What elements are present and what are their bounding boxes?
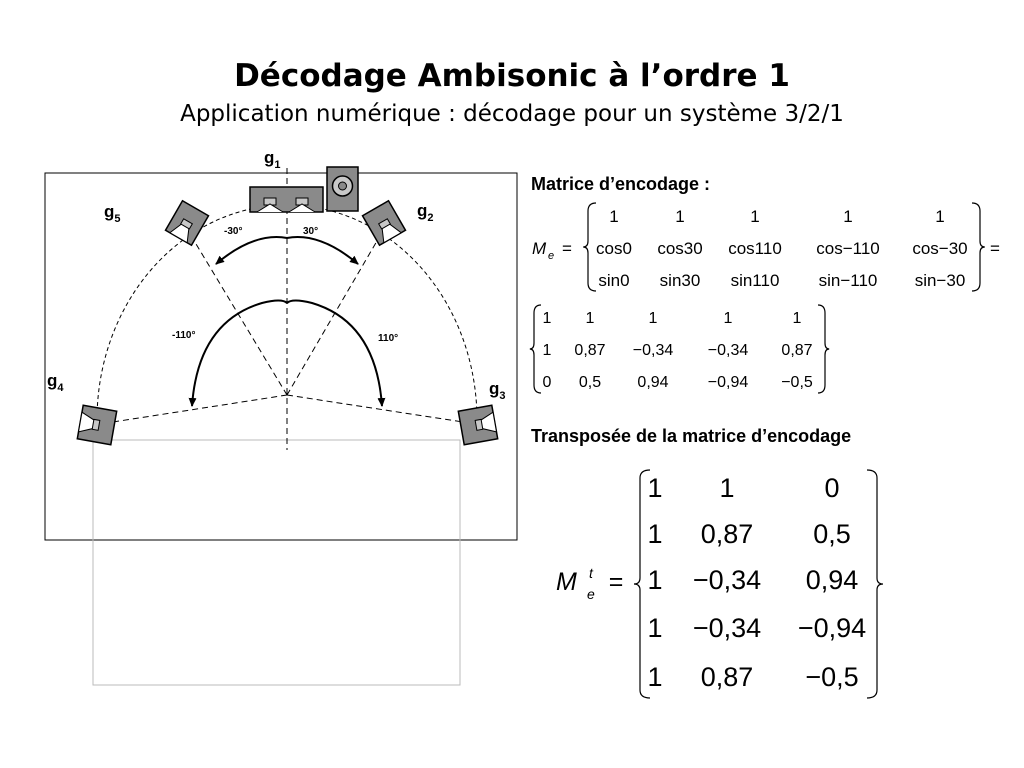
numeric-right-brace xyxy=(818,305,829,393)
encoding-symbolic-cell: sin110 xyxy=(730,271,780,290)
speaker-label-g3: $g_3$ xyxy=(489,379,506,402)
encoding-numeric-cell: −0,34 xyxy=(707,342,749,359)
angle-label-30: 30° xyxy=(303,226,319,237)
encoding-symbolic-cell: cos−30 xyxy=(912,239,968,258)
encoding-symbolic-cell: cos−110 xyxy=(816,239,880,258)
encoding-symbolic-cell: sin0 xyxy=(598,271,630,290)
transpose-cell: 1 xyxy=(647,613,663,643)
encoding-right-brace xyxy=(972,203,985,291)
transpose-cell: 1 xyxy=(647,565,663,595)
encoding-numeric-cell: −0,34 xyxy=(632,342,674,359)
encoding-symbolic-cell: sin−110 xyxy=(818,271,878,290)
encoding-numeric-cell: 1 xyxy=(792,310,802,327)
speaker-label-g5: $g_5$ xyxy=(104,202,121,225)
angle-label-minus-110: -110° xyxy=(172,330,196,341)
encoding-symbol: M xyxy=(532,239,547,258)
transpose-cell: −0,34 xyxy=(692,613,762,643)
encoding-numeric-cell: 1 xyxy=(542,342,552,359)
encoding-symbolic-cell: 1 xyxy=(609,207,619,226)
encoding-symbolic-cell: sin−30 xyxy=(914,271,966,290)
encoding-numeric-cell: 0,5 xyxy=(578,374,602,391)
transpose-cell: 1 xyxy=(647,519,663,549)
encoding-symbolic-cell: cos110 xyxy=(728,239,782,258)
transpose-cell: 0 xyxy=(824,473,840,503)
encoding-symbolic-cell: 1 xyxy=(935,207,945,226)
encoding-numeric-cell: 0,87 xyxy=(574,342,606,359)
numeric-left-brace xyxy=(530,305,541,393)
encoding-subscript: e xyxy=(548,250,555,262)
transpose-cell: −0,34 xyxy=(692,565,762,595)
transpose-right-brace xyxy=(867,470,883,698)
encoding-numeric-cell: −0,94 xyxy=(707,374,749,391)
encoding-numeric-cell: 1 xyxy=(648,310,658,327)
encoding-equals: = xyxy=(562,239,572,258)
encoding-symbolic-cell: cos30 xyxy=(657,239,703,258)
speaker-label-g2: $g_2$ xyxy=(417,201,434,224)
slide-subtitle: Application numérique : décodage pour un système 3/2/1 xyxy=(180,101,844,127)
transpose-cell: 0,94 xyxy=(805,565,859,595)
encoding-symbolic-cell: cos0 xyxy=(596,239,632,258)
transpose-cell: 1 xyxy=(647,662,663,692)
encoding-numeric-cell: 0,87 xyxy=(781,342,813,359)
encoding-equals-trailing: = xyxy=(990,239,1000,258)
transpose-cell: −0,5 xyxy=(805,662,859,692)
encoding-numeric-cell: 0 xyxy=(542,374,552,391)
transpose-cell: 1 xyxy=(647,473,663,503)
angle-label-minus-30: -30° xyxy=(224,226,243,237)
encoding-symbolic-cell: sin30 xyxy=(659,271,701,290)
encoding-symbolic-cell: 1 xyxy=(675,207,685,226)
encoding-left-brace xyxy=(583,203,596,291)
transpose-superscript: t xyxy=(589,565,593,581)
encoding-numeric-cell: 0,94 xyxy=(637,374,669,391)
encoding-numeric-cell: 1 xyxy=(585,310,595,327)
transpose-equals: = xyxy=(608,568,624,596)
encoding-numeric-cell: 1 xyxy=(723,310,733,327)
speaker-label-g1: $g_1$ xyxy=(264,148,281,171)
transpose-subscript: e xyxy=(587,586,595,602)
slide-title: Décodage Ambisonic à l’ordre 1 xyxy=(234,58,790,94)
encoding-symbolic-cell: 1 xyxy=(843,207,853,226)
transpose-cell: 0,87 xyxy=(700,662,754,692)
encoding-symbolic-cell: 1 xyxy=(750,207,760,226)
encoding-numeric-cell: −0,5 xyxy=(781,374,813,391)
speaker-label-g4: $g_4$ xyxy=(47,371,64,394)
transpose-cell: 0,5 xyxy=(813,519,851,549)
angle-label-110: 110° xyxy=(378,333,399,344)
transpose-cell: −0,94 xyxy=(797,613,867,643)
transpose-symbol: M xyxy=(556,568,577,596)
transpose-cell: 1 xyxy=(719,473,735,503)
transpose-cell: 0,87 xyxy=(700,519,754,549)
encoding-matrix-label: Matrice d’encodage : xyxy=(531,174,711,194)
transpose-matrix-label: Transposée de la matrice d’encodage xyxy=(531,426,852,446)
encoding-numeric-cell: 1 xyxy=(542,310,552,327)
